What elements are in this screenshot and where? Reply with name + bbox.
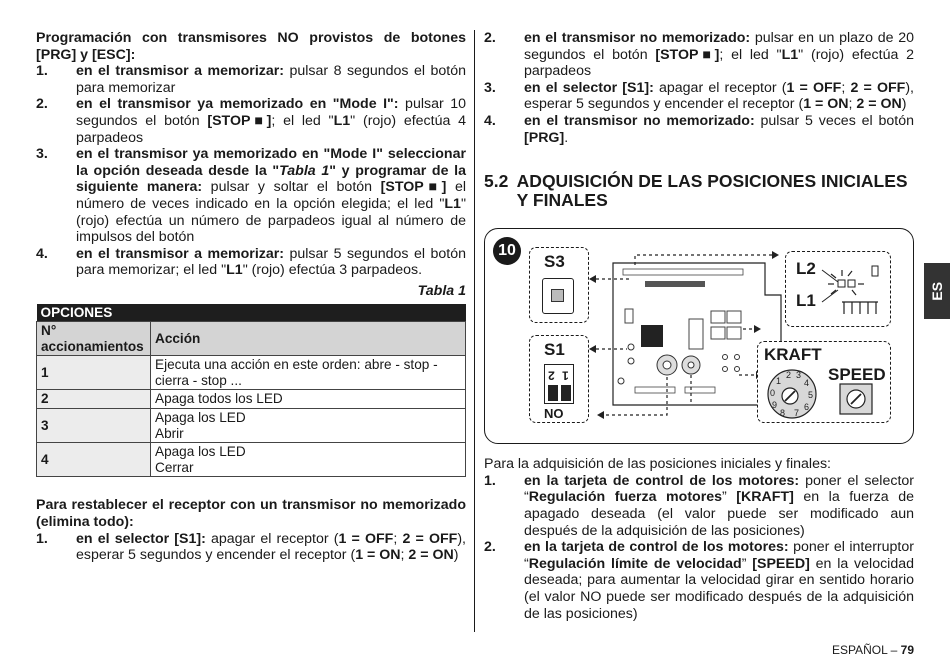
acquisition-intro: Para la adquisición de las posiciones iniciales y finales: — [484, 456, 831, 473]
s1-label: S1 — [544, 340, 565, 360]
s3-push-button — [542, 278, 574, 314]
list-item: 1. en la tarjeta de control de los motores: poner el selector “Regulación fuerza motores” [KRAFT] en la fuerza de apagado deseada (el valor puede ser modificado aun después de la adquisición de las posiciones) — [484, 472, 915, 539]
s3-label: S3 — [544, 252, 565, 272]
transmitter-programming-heading: Programación con transmisores NO provistos de botones [PRG] y [ESC]: — [36, 30, 466, 63]
table-row: 2 Apaga todos los LED — [37, 390, 466, 409]
svg-text:7: 7 — [794, 408, 800, 419]
svg-text:8: 8 — [780, 408, 786, 419]
list-item: 3. en el transmisor ya memorizado en "Mode I" seleccionar la opción deseada desde la "Tabla 1" y programar de la siguiente manera: pulsar y soltar el botón [STOP■] el número de veces indicado en la opción elegida; el led "L1" (rojo) efectúa un número de parpadeos igual al número de impulsos del botón — [36, 146, 467, 246]
list-item: 2. en el transmisor no memorizado: pulsar en un plazo de 20 segundos el botón [STOP■]; el led "L1" (rojo) efectúa 2 parpadeos — [484, 30, 915, 80]
dip-switch-off-label: NO — [544, 406, 564, 422]
kraft-speed-knobs — [758, 342, 892, 424]
s3-button-panel — [529, 247, 589, 323]
blinking-led-icon — [786, 252, 892, 328]
svg-text:2: 2 — [786, 370, 792, 381]
footer-language: ESPAÑOL – — [831, 643, 901, 657]
kraft-label: KRAFT — [764, 345, 822, 365]
svg-text:5: 5 — [808, 390, 814, 401]
speed-label: SPEED — [828, 365, 886, 385]
page-footer — [832, 642, 914, 659]
svg-text:3: 3 — [796, 370, 802, 381]
svg-text:6: 6 — [804, 402, 810, 413]
reset-steps-continued — [484, 30, 914, 146]
svg-text:9: 9 — [772, 400, 778, 411]
section-title: ADQUISICIÓN DE LAS POSICIONES INICIALES Y FINALES — [516, 171, 908, 211]
list-item: 2. en la tarjeta de control de los motores: poner el interruptor “Regulación límite de velocidad” [SPEED] en la velocidad deseada; para aumentar la velocidad girar en sentido horario (el valor NO puede ser modificado después de la adquisición de las posiciones) — [484, 539, 915, 622]
right-column — [484, 30, 914, 622]
list-item: 1. en el selector [S1]: apagar el receptor (1 = OFF; 2 = OFF), esperar 5 segundos y encender el receptor (1 = ON; 2 = ON) — [36, 530, 466, 564]
kraft-speed-panel — [757, 341, 891, 423]
section-number: 5.2 — [484, 171, 509, 192]
table-caption: Tabla 1 — [417, 282, 466, 299]
column-header-count: N° accionamientos — [37, 322, 151, 356]
s1-dip-switch-panel — [529, 335, 589, 423]
list-item: 4. en el transmisor a memorizar: pulsar 5 segundos el botón para memorizar; el led "L1" (rojo) efectúa 3 parpadeos. — [36, 245, 466, 279]
column-header-action: Acción — [151, 322, 466, 356]
table-row: 1 Ejecuta una acción en este orden: abre - stop - cierra - stop ... — [37, 356, 466, 390]
svg-text:1: 1 — [776, 376, 782, 387]
svg-text:0: 0 — [770, 388, 776, 399]
page-number: 79 — [900, 643, 914, 657]
list-item: 2. en el transmisor ya memorizado en "Mode I": pulsar 10 segundos el botón [STOP■]; el led "L1" (rojo) efectúa 4 parpadeos — [36, 96, 467, 146]
options-table — [36, 304, 466, 478]
figure-number-badge: 10 — [493, 237, 521, 265]
led-panel — [785, 251, 891, 327]
list-item: 1. en el transmisor a memorizar: pulsar 8 segundos el botón para memorizar — [36, 63, 466, 96]
figure-board-diagram — [484, 228, 914, 444]
column-divider — [474, 30, 475, 632]
table-row: 3 Apaga los LED Abrir — [37, 409, 466, 443]
language-tab: ES — [924, 263, 950, 319]
led-l1-label: L1 — [796, 291, 816, 311]
dip-switch: 2 1 — [544, 364, 574, 404]
list-item: 3. en el selector [S1]: apagar el receptor (1 = OFF; 2 = OFF), esperar 5 segundos y encender el receptor (1 = ON; 2 = ON) — [484, 79, 914, 113]
reset-receiver-heading: Para restablecer el receptor con un transmisor no memorizado (elimina todo): — [36, 497, 466, 531]
svg-text:4: 4 — [804, 378, 810, 389]
left-column — [36, 30, 466, 564]
reset-steps — [36, 531, 466, 564]
acquisition-steps — [484, 473, 914, 622]
programming-steps — [36, 63, 466, 279]
section-heading — [484, 172, 914, 210]
table-title: OPCIONES — [37, 304, 466, 322]
led-l2-label: L2 — [796, 259, 816, 279]
table-row: 4 Apaga los LED Cerrar — [37, 443, 466, 477]
list-item: 4. en el transmisor no memorizado: pulsar 5 veces el botón [PRG]. — [484, 112, 914, 146]
